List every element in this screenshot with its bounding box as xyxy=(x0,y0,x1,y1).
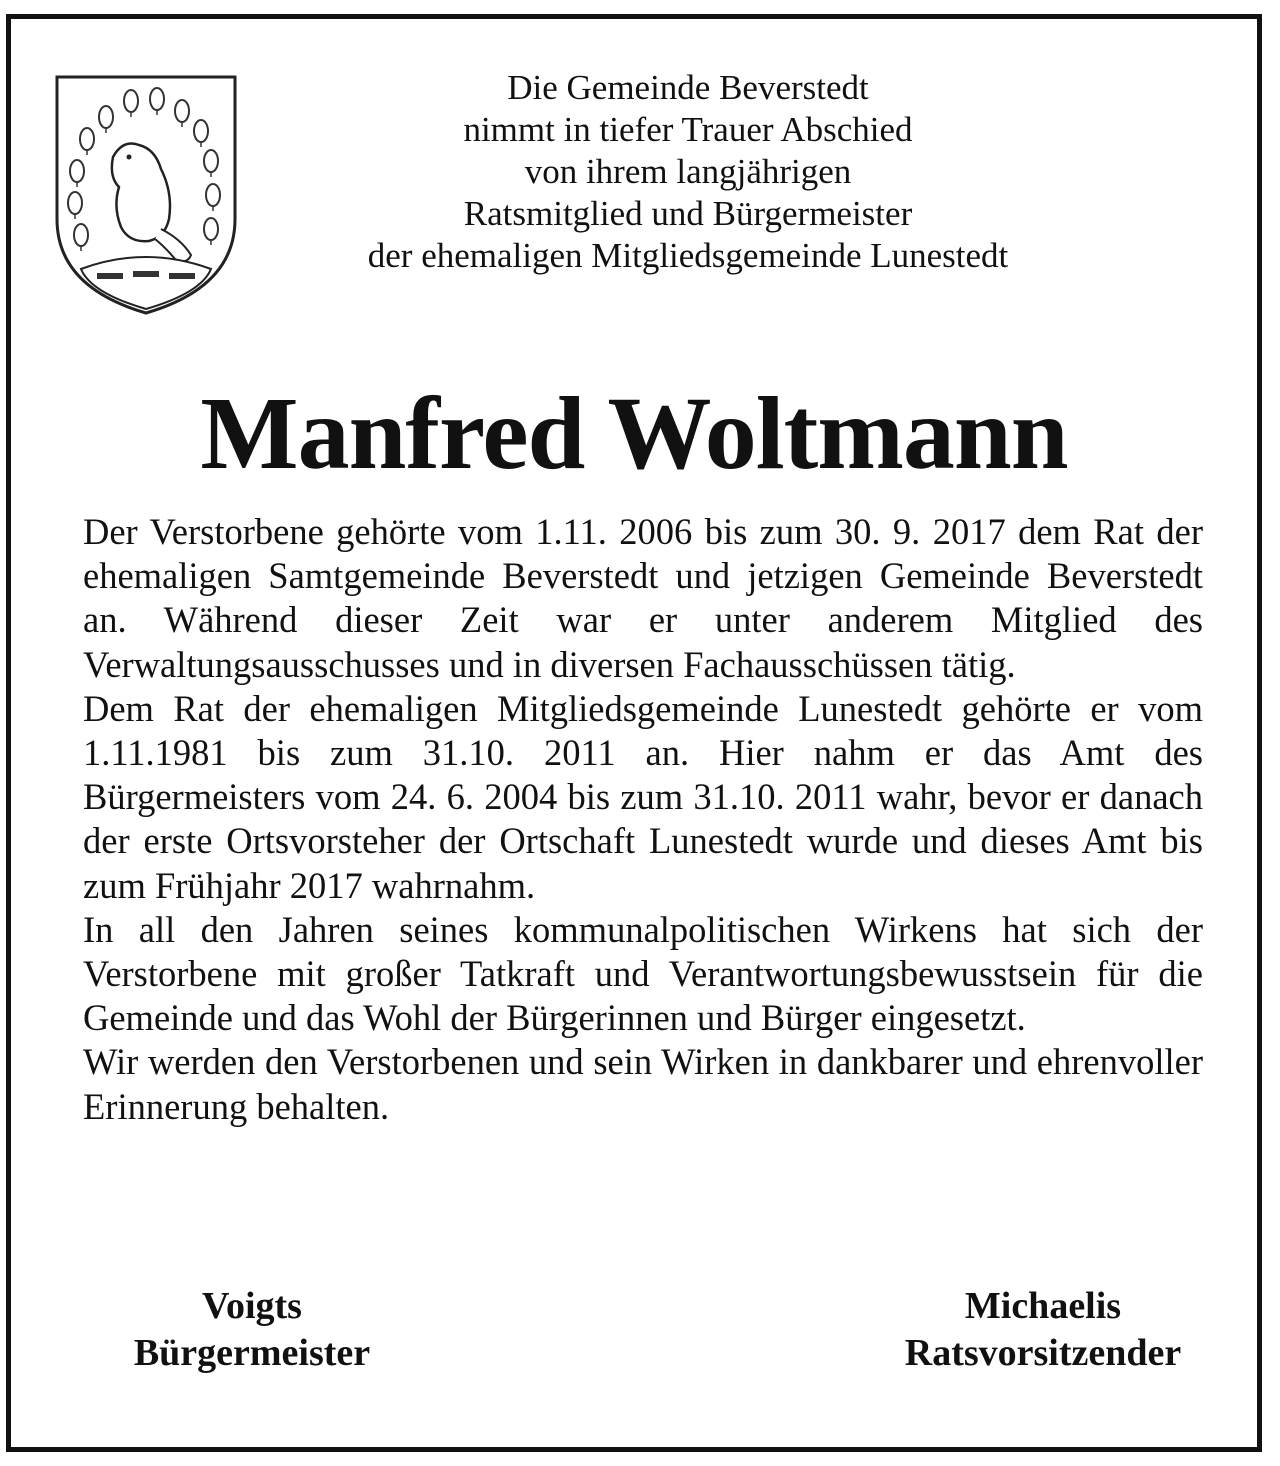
paragraph: In all den Jahren seines kommunalpolitischen Wirkens hat sich der Verstorbene mit großer Tatkraft und Verantwortungsbewusstsein für die Gemeinde und das Wohl der Bürgerinnen und Bürger eingesetzt. xyxy=(83,908,1203,1039)
obituary-text xyxy=(83,510,1203,1129)
signatory-name: Voigts xyxy=(202,1285,302,1327)
signature-right xyxy=(873,1283,1213,1377)
coat-of-arms-beaver-icon xyxy=(51,69,241,319)
header-line: von ihrem langjährigen xyxy=(524,152,852,191)
header-line: der ehemaligen Mitgliedsgemeinde Lunestedt xyxy=(367,236,1009,275)
header-line: nimmt in tiefer Trauer Abschied xyxy=(463,110,913,149)
paragraph: Wir werden den Verstorbenen und sein Wirken in dankbarer und ehrenvoller Erinnerung behalten. xyxy=(83,1041,1203,1127)
signatory-title: Ratsvorsitzender xyxy=(904,1332,1182,1374)
announcement-header xyxy=(241,67,1135,277)
header-line: Die Gemeinde Beverstedt xyxy=(507,68,869,107)
paragraph: Dem Rat der ehemaligen Mitgliedsgemeinde Lunestedt gehörte er vom 1.11.1981 bis zum 31.10. 2011 an. Hier nahm er das Amt des Bürgermeisters vom 24. 6. 2004 bis zum 31.10. 2011 wahr, bevor er danach der erste Ortsvorsteher der Ortschaft Lunestedt wurde und dieses Amt bis zum Frühjahr 2017 wahrnahm. xyxy=(83,687,1203,906)
signature-left xyxy=(107,1283,397,1377)
signatory-title: Bürgermeister xyxy=(133,1332,371,1374)
deceased-name: Manfred Woltmann xyxy=(200,376,1068,491)
paragraph: Der Verstorbene gehörte vom 1.11. 2006 bis zum 30. 9. 2017 dem Rat der ehemaligen Samtgemeinde Beverstedt und jetzigen Gemeinde Beverstedt an. Während dieser Zeit war er unter anderem Mitglied des Verwaltungsausschusses und in diversen Fachausschüssen tätig. xyxy=(83,511,1203,685)
signatory-name: Michaelis xyxy=(964,1285,1122,1327)
obituary-notice xyxy=(6,14,1262,1452)
header-line: Ratsmitglied und Bürgermeister xyxy=(463,194,913,233)
